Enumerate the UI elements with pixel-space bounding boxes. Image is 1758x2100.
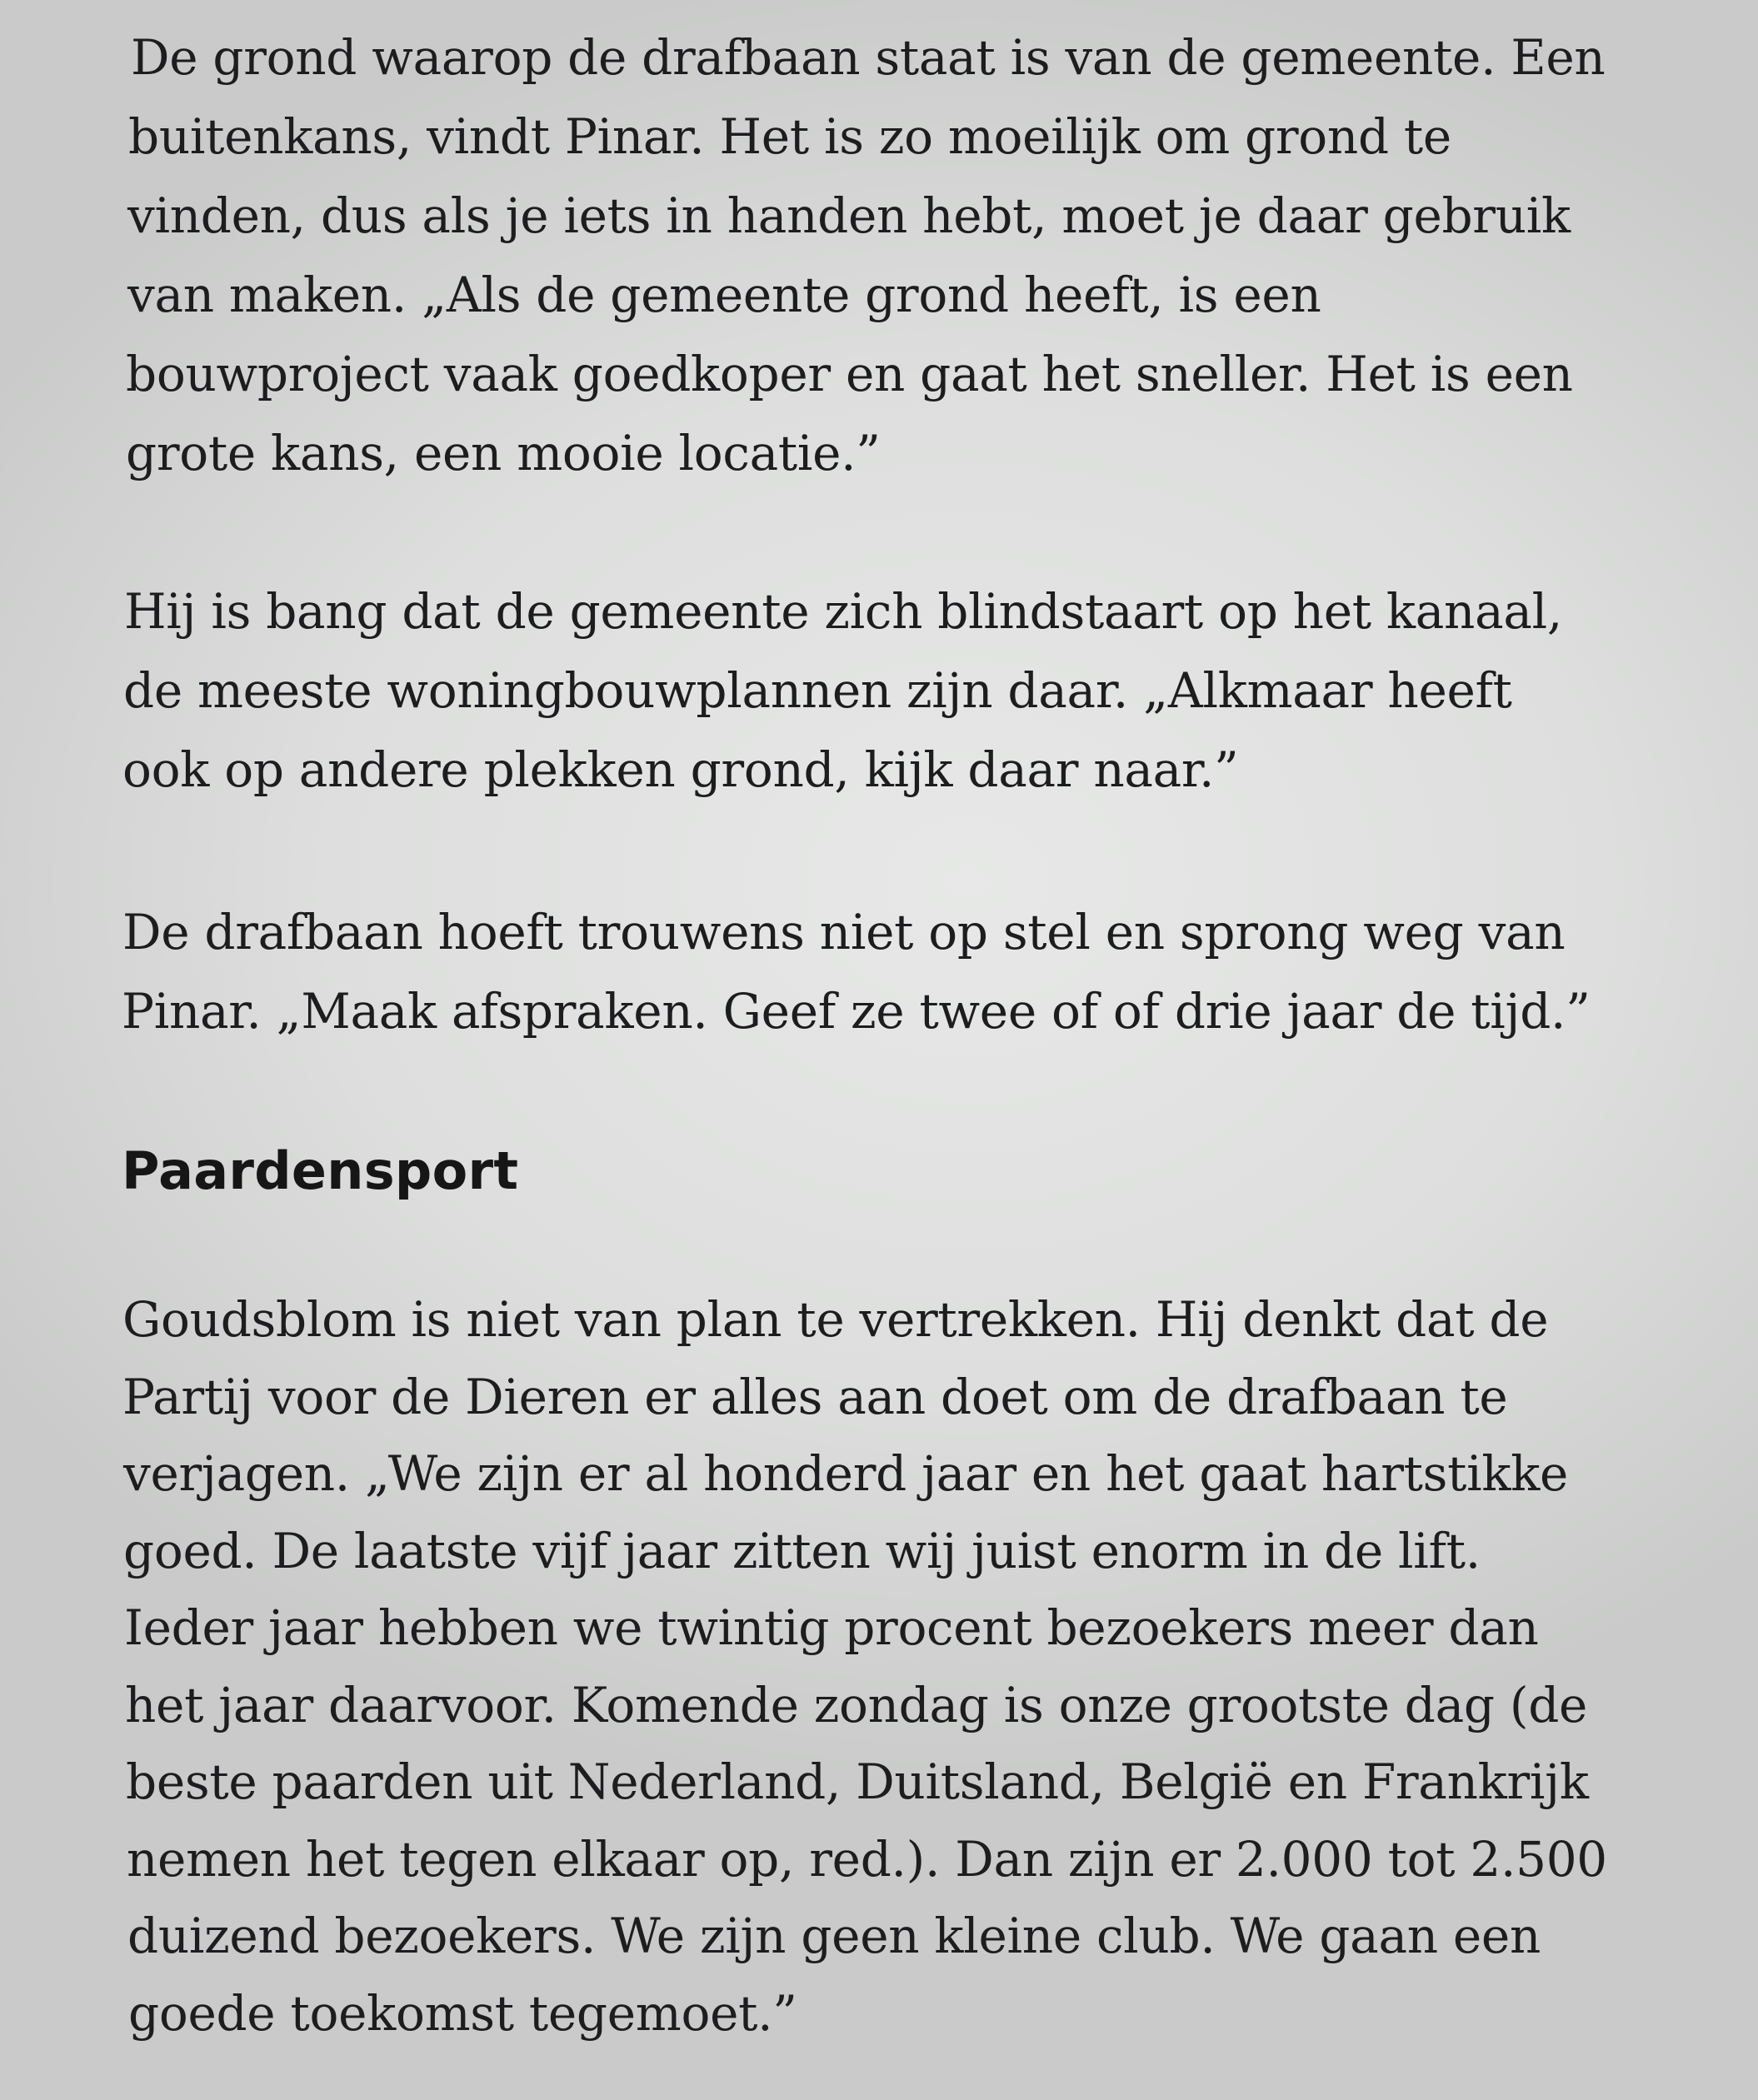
paragraph-1-line-1: De grond waarop de drafbaan staat is van de gemeente. Een — [131, 29, 1606, 86]
paragraph-4-line-7: beste paarden uit Nederland, Duitsland, België en Frankrijk — [126, 1753, 1589, 1810]
paragraph-2-line-3: ook op andere plekken grond, kijk daar naar.” — [122, 741, 1239, 798]
paragraph-4-line-2: Partij voor de Dieren er alles aan doet om de drafbaan te — [122, 1369, 1508, 1425]
paragraph-3-line-1: De drafbaan hoeft trouwens niet op stel en sprong weg van — [122, 904, 1566, 960]
paragraph-4-line-8: nemen het tegen elkaar op, red.). Dan zijn er 2.000 tot 2.500 — [127, 1831, 1607, 1888]
paragraph-4-line-5: Ieder jaar hebben we twintig procent bezoekers meer dan — [124, 1599, 1539, 1656]
paragraph-4-line-1: Goudsblom is niet van plan te vertrekken. Hij denkt dat de — [122, 1291, 1549, 1348]
paragraph-1-line-6: grote kans, een mooie locatie.” — [126, 425, 881, 481]
paragraph-1-line-5: bouwproject vaak goedkoper en gaat het sneller. Het is een — [126, 346, 1573, 402]
paragraph-4-line-9: duizend bezoekers. We zijn geen kleine club. We gaan een — [127, 1908, 1541, 1964]
paragraph-1-line-4: van maken. „Als de gemeente grond heeft, is een — [127, 267, 1321, 323]
paragraph-2-line-1: Hij is bang dat de gemeente zich blindstaart op het kanaal, — [124, 583, 1563, 640]
paragraph-4-line-10: goede toekomst tegemoet.” — [128, 1985, 797, 2042]
paragraph-1-line-2: buitenkans, vindt Pinar. Het is zo moeilijk om grond te — [128, 108, 1451, 165]
paragraph-2-line-2: de meeste woningbouwplannen zijn daar. „Alkmaar heeft — [123, 662, 1512, 719]
section-heading: Paardensport — [122, 1140, 519, 1201]
paragraph-1-line-3: vinden, dus als je iets in handen hebt, moet je daar gebruik — [127, 187, 1571, 244]
paragraph-4-line-3: verjagen. „We zijn er al honderd jaar en het gaat hartstikke — [123, 1445, 1569, 1502]
paragraph-4-line-4: goed. De laatste vijf jaar zitten wij juist enorm in de lift. — [123, 1523, 1481, 1579]
paragraph-3-line-2: Pinar. „Maak afspraken. Geef ze twee of of drie jaar de tijd.” — [122, 983, 1591, 1040]
paragraph-4-line-6: het jaar daarvoor. Komende zondag is onze grootste dag (de — [125, 1677, 1588, 1733]
